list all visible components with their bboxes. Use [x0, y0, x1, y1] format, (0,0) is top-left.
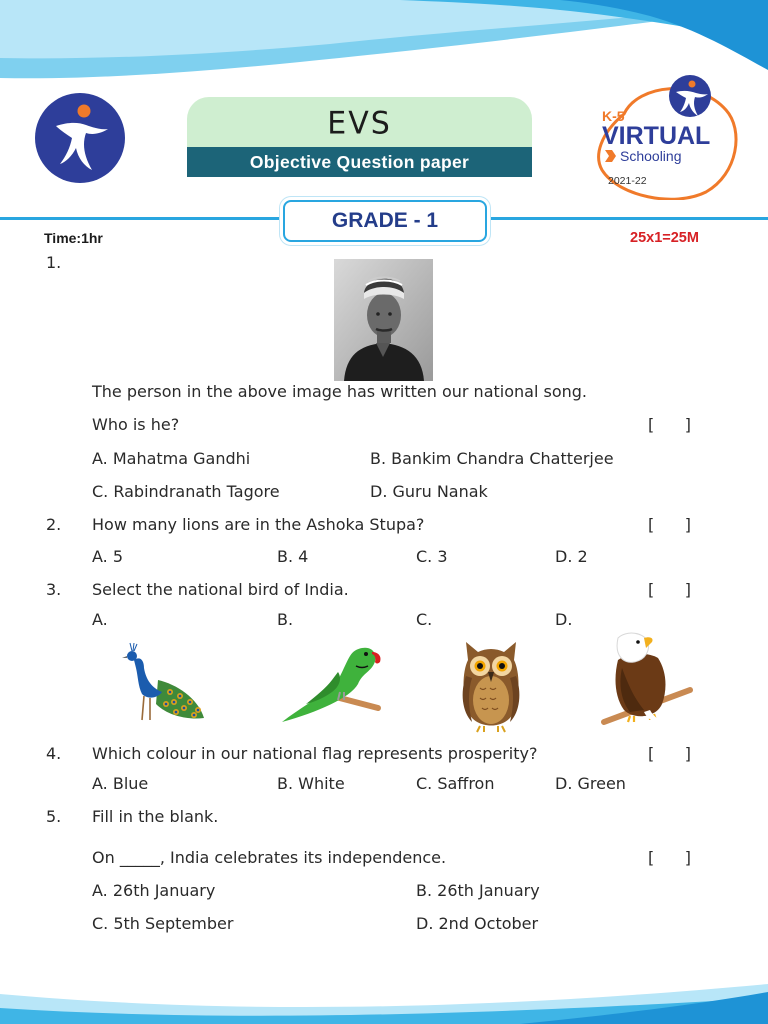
q2-option-a[interactable]: A. 5 — [92, 547, 124, 566]
q3-option-b[interactable]: B. — [277, 610, 294, 629]
question-1-text: The person in the above image has written our national song. — [92, 382, 587, 401]
question-5-subtext: On _____, India celebrates its independence. — [92, 848, 447, 867]
q3-option-c[interactable]: C. — [416, 610, 433, 629]
q5-option-b[interactable]: B. 26th January — [416, 881, 540, 900]
virtual-schooling-logo — [588, 70, 744, 200]
q4-option-d[interactable]: D. Green — [555, 774, 626, 793]
q2-option-d[interactable]: D. 2 — [555, 547, 588, 566]
question-4-text: Which colour in our national flag represents prosperity? — [92, 744, 538, 763]
subject-header — [187, 97, 532, 149]
answer-bracket-4[interactable]: [ ] — [648, 744, 691, 763]
question-3-text: Select the national bird of India. — [92, 580, 349, 599]
q1-option-a[interactable]: A. Mahatma Gandhi — [92, 449, 251, 468]
q4-option-b[interactable]: B. White — [277, 774, 345, 793]
q5-option-a[interactable]: A. 26th January — [92, 881, 216, 900]
school-logo-left — [34, 92, 126, 184]
question-5-text: Fill in the blank. — [92, 807, 219, 826]
portrait-image — [334, 259, 433, 381]
q3-option-d[interactable]: D. — [555, 610, 573, 629]
q1-option-c[interactable]: C. Rabindranath Tagore — [92, 482, 280, 501]
q2-option-c[interactable]: C. 3 — [416, 547, 448, 566]
question-1-subtext: Who is he? — [92, 415, 180, 434]
q1-option-d[interactable]: D. Guru Nanak — [370, 482, 488, 501]
eagle-image[interactable] — [600, 630, 696, 730]
answer-bracket-1[interactable]: [ ] — [648, 415, 691, 434]
question-5-number: 5. — [46, 807, 62, 826]
q2-option-b[interactable]: B. 4 — [277, 547, 309, 566]
question-3-number: 3. — [46, 580, 62, 599]
logo-year: 2021-22 — [608, 175, 647, 187]
answer-bracket-2[interactable]: [ ] — [648, 515, 691, 534]
logo-brand: VIRTUAL — [602, 122, 711, 150]
peacock-image[interactable] — [118, 640, 210, 726]
owl-image[interactable] — [458, 636, 524, 734]
q4-option-c[interactable]: C. Saffron — [416, 774, 495, 793]
question-2-text: How many lions are in the Ashoka Stupa? — [92, 515, 425, 534]
parrot-image[interactable] — [278, 642, 386, 724]
grade-badge: GRADE - 1 — [283, 200, 487, 242]
marks-label: 25x1=25M — [630, 230, 699, 246]
question-4-number: 4. — [46, 744, 62, 763]
q5-option-d[interactable]: D. 2nd October — [416, 914, 539, 933]
answer-bracket-3[interactable]: [ ] — [648, 580, 691, 599]
logo-prefix: K-5 — [602, 108, 625, 124]
answer-bracket-5[interactable]: [ ] — [648, 848, 691, 867]
time-label: Time:1hr — [44, 230, 103, 246]
bottom-wave-decoration — [0, 964, 768, 1024]
q3-option-a[interactable]: A. — [92, 610, 108, 629]
q5-option-c[interactable]: C. 5th September — [92, 914, 234, 933]
paper-type-banner: Objective Question paper — [187, 147, 532, 177]
q4-option-a[interactable]: A. Blue — [92, 774, 149, 793]
question-1-number: 1. — [46, 253, 62, 272]
logo-sub: Schooling — [620, 148, 682, 164]
question-2-number: 2. — [46, 515, 62, 534]
subject-title: EVS — [327, 104, 392, 142]
q1-option-b[interactable]: B. Bankim Chandra Chatterjee — [370, 449, 614, 468]
